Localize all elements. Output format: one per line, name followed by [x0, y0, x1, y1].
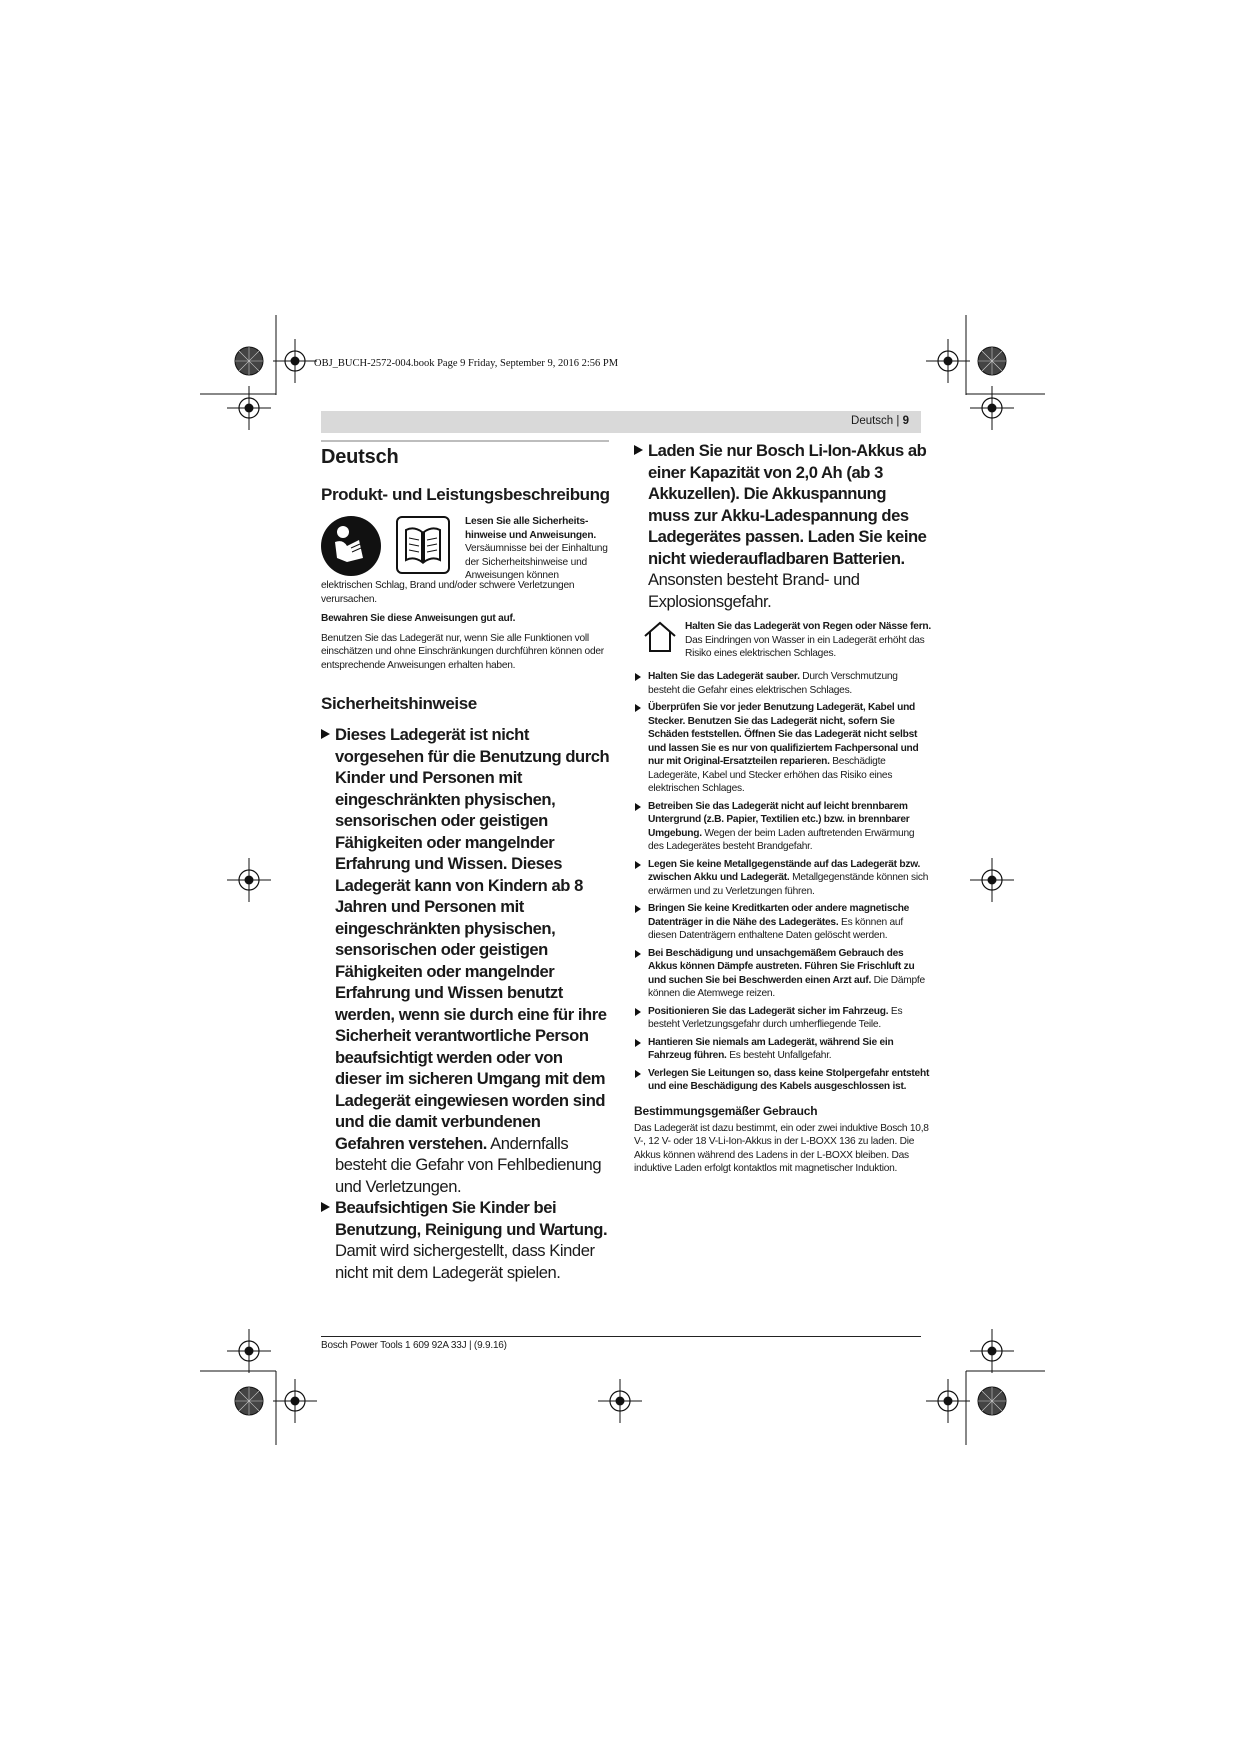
list-item: Betreiben Sie das Ladegerät nicht auf leicht brennbarem Untergrund (z.B. Papier, Textilien etc.) bzw. in brennbarer Umgebung. Wegen der beim Laden auftretenden Erwärmung des Ladegerätes besteht Brandgefahr.	[634, 800, 930, 854]
safety-title: Sicherheitshinweise	[321, 694, 477, 713]
list-item: Bringen Sie keine Kreditkarten oder andere magnetische Datenträger in die Nähe des Ladegerätes. Es können auf diesen Datenträgern enthaltene Daten gelöscht werden.	[634, 902, 930, 943]
list-item: Verlegen Sie Leitungen so, dass keine Stolpergefahr entsteht und eine Beschädigung des Kabels ausgeschlossen ist.	[634, 1067, 930, 1094]
bullet-triangle-icon	[321, 729, 330, 739]
registration-mark	[273, 1379, 317, 1423]
registration-mark	[926, 339, 970, 383]
print-slug: OBJ_BUCH-2572-004.book Page 9 Friday, September 9, 2016 2:56 PM	[314, 358, 619, 369]
bullet-triangle-icon	[635, 1039, 641, 1047]
color-bar-mark	[978, 1387, 1006, 1415]
registration-mark	[970, 1329, 1014, 1373]
registration-mark	[598, 1379, 642, 1423]
list-item: Hantieren Sie niemals am Ladegerät, während Sie ein Fahrzeug führen. Es besteht Unfallgefahr.	[634, 1036, 930, 1063]
read-instructions-text: Lesen Sie alle Sicherheits-hinweise und Anweisungen. Versäumnisse bei der Einhaltung der Sicherheitshinweise und Anweisungen können	[465, 516, 608, 581]
safety-item-bosch-batteries: Laden Sie nur Bosch Li-Ion-Akkus ab einer Kapazität von 2,0 Ah (ab 3 Akkuzellen). Die Akkuspannung muss zur Akku-Ladespannung des Ladegerätes passen. Laden Sie keine nicht wiederaufladbaren Batterien. Ansonsten besteht Brand- und Explosionsgefahr.	[634, 440, 930, 612]
product-description-title: Produkt- und Leistungsbeschreibung	[321, 485, 610, 504]
intended-use-title: Bestimmungsgemäßer Gebrauch	[634, 1103, 818, 1118]
page-footer: Bosch Power Tools 1 609 92A 33J | (9.9.16)	[321, 1340, 507, 1351]
indoor-use-house-icon	[642, 620, 678, 654]
intended-use-text: Das Ladegerät ist dazu bestimmt, ein oder zwei induktive Bosch 10,8 V-, 12 V- oder 18 V-Li-Ion-Akkus in der L-BOXX 136 zu laden. Die Akkus können während des Ladens in der L-BOXX bleiben. Das induktive Laden erfolgt kontaktlos mit magnetischer Induktion.	[634, 1122, 929, 1174]
rain-warning-text: Halten Sie das Ladegerät von Regen oder Nässe fern. Das Eindringen von Wasser in ein Ladegerät erhöht das Risiko eines elektrischen Schlages.	[685, 621, 931, 659]
safety-item-supervise: Beaufsichtigen Sie Kinder bei Benutzung, Reinigung und Wartung. Damit wird sichergestellt, dass Kinder nicht mit dem Ladegerät spielen.	[321, 1197, 611, 1283]
list-item: Legen Sie keine Metallgegenstände auf das Ladegerät bzw. zwischen Akku und Ladegerät. Metallgegenstände können sich erwärmen und zu Verletzungen führen.	[634, 858, 930, 899]
usage-condition-text: Benutzen Sie das Ladegerät nur, wenn Sie alle Funktionen voll einschätzen und ohne Einschränkungen durchführen können oder entsprechende Anweisungen erhalten haben.	[321, 632, 604, 671]
list-item: Positionieren Sie das Ladegerät sicher im Fahrzeug. Es besteht Verletzungsgefahr durch umherfliegende Teile.	[634, 1005, 930, 1032]
warning-icons-row	[321, 513, 611, 579]
color-bar-mark	[978, 347, 1006, 375]
registration-mark	[227, 858, 271, 902]
bullet-triangle-icon	[635, 704, 641, 712]
safety-item-children: Dieses Ladegerät ist nicht vorgesehen für die Benutzung durch Kinder und Personen mit eingeschränkten physischen, sensorischen oder geistigen Fähigkeiten oder mangelnder Erfahrung und Wissen. Dieses Ladegerät kann von Kindern ab 8 Jahren und Personen mit eingeschränkten physischen, sensorischen oder geistigen Fähigkeiten oder mangelnder Erfahrung und Wissen benutzt werden, wenn sie durch eine für ihre Sicherheit verantwortliche Person beaufsichtigt werden oder von dieser im sicheren Umgang mit dem Ladegerät eingewiesen worden sind und die damit verbundenen Gefahren verstehen. Andernfalls besteht die Gefahr von Fehlbedienung und Verletzungen.	[321, 724, 611, 1197]
list-item: Bei Beschädigung und unsachgemäßem Gebrauch des Akkus können Dämpfe austreten. Führen Sie Frischluft zu und suchen Sie bei Beschwerden einen Arzt auf. Die Dämpfe können die Atemwege reizen.	[634, 947, 930, 1001]
page-number: 9	[902, 415, 909, 427]
color-bar-mark	[235, 347, 263, 375]
running-head-text: Deutsch | 9	[851, 415, 909, 427]
open-book-icon	[396, 516, 450, 574]
bullet-triangle-icon	[635, 1008, 641, 1016]
safety-list	[634, 670, 930, 1094]
language-heading: Deutsch	[321, 446, 399, 468]
registration-mark	[970, 858, 1014, 902]
rain-warning	[634, 620, 930, 666]
right-column	[634, 440, 930, 1176]
heading-rule	[321, 440, 609, 442]
left-column	[321, 440, 611, 1283]
bullet-triangle-icon	[635, 950, 641, 958]
list-item: Halten Sie das Ladegerät sauber. Durch Verschmutzung besteht die Gefahr eines elektrischen Schlages.	[634, 670, 930, 697]
keep-instructions-note: Bewahren Sie diese Anweisungen gut auf.	[321, 613, 516, 624]
bullet-triangle-icon	[635, 803, 641, 811]
list-item: Überprüfen Sie vor jeder Benutzung Ladegerät, Kabel und Stecker. Benutzen Sie das Ladegerät nicht, sofern Sie Schäden feststellen. Öffnen Sie das Ladegerät nicht selbst und lassen Sie es nur von qualifiziertem Fachpersonal und nur mit Original-Ersatzteilen reparieren. Beschädigte Ladegeräte, Kabel und Stecker erhöhen das Risiko eines elektrischen Schlages.	[634, 701, 930, 796]
bullet-triangle-icon	[635, 673, 641, 681]
footer-rule	[321, 1336, 921, 1337]
registration-mark	[227, 1329, 271, 1373]
read-manual-icon	[321, 516, 381, 576]
bullet-triangle-icon	[321, 1202, 330, 1212]
bullet-triangle-icon	[635, 1070, 641, 1078]
registration-mark	[970, 386, 1014, 430]
bullet-triangle-icon	[634, 445, 643, 455]
registration-mark	[227, 386, 271, 430]
bullet-triangle-icon	[635, 861, 641, 869]
registration-mark	[926, 1379, 970, 1423]
bullet-triangle-icon	[635, 905, 641, 913]
read-instructions-continuation: elektrischen Schlag, Brand und/oder schwere Verletzungen verursachen.	[321, 580, 575, 605]
color-bar-mark	[235, 1387, 263, 1415]
running-head	[321, 411, 921, 433]
registration-mark	[273, 339, 317, 383]
